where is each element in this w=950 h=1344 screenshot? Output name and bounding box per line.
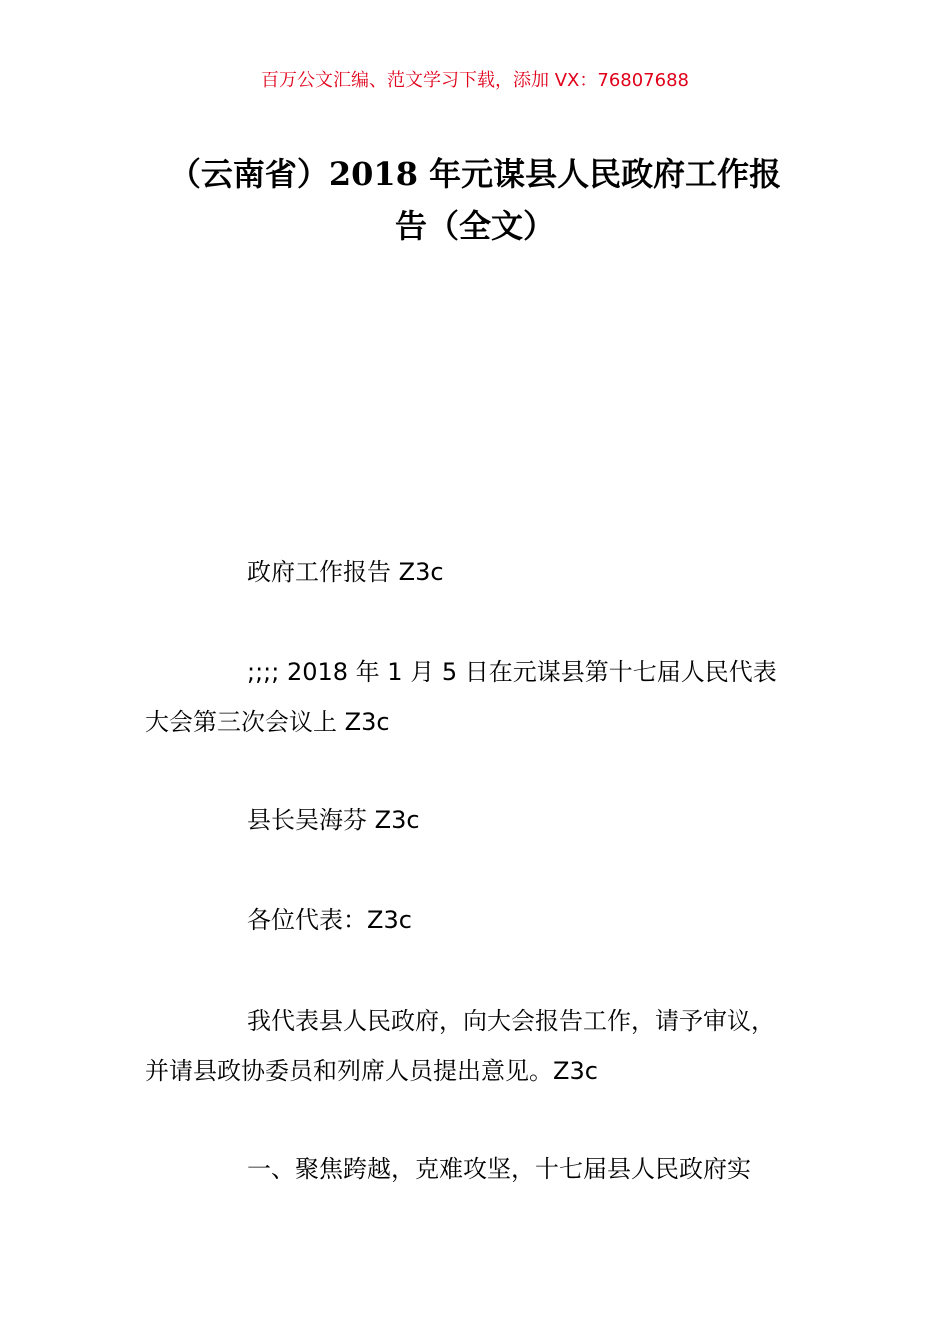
paragraph-line: 政府工作报告 Z3c	[247, 558, 444, 586]
paragraph-line: 我代表县人民政府，向大会报告工作，请予审议，	[247, 1007, 775, 1035]
paragraph-line: 县长吴海芬 Z3c	[247, 806, 420, 834]
paragraph-speaker	[145, 795, 815, 845]
paragraph-line: 一、聚焦跨越，克难攻坚，十七届县人民政府实	[247, 1155, 751, 1183]
paragraph-report-title	[145, 547, 815, 597]
paragraph-meeting-info	[145, 647, 815, 747]
paragraph-line: 并请县政协委员和列席人员提出意见。Z3c	[145, 1057, 598, 1085]
document-title	[145, 148, 805, 252]
paragraph-greeting	[145, 895, 815, 945]
title-line-2: 告（全文）	[394, 207, 555, 245]
paragraph-section-heading	[145, 1144, 815, 1194]
header-note: 百万公文汇编、范文学习下载，添加 VX：76807688	[261, 70, 689, 91]
paragraph-intro	[145, 996, 815, 1096]
paragraph-line: 各位代表：Z3c	[247, 906, 412, 934]
paragraph-line: ;;;; 2018 年 1 月 5 日在元谋县第十七届人民代表	[247, 658, 777, 686]
paragraph-line: 大会第三次会议上 Z3c	[145, 708, 390, 736]
title-line-1: （云南省）2018 年元谋县人民政府工作报	[168, 155, 782, 193]
